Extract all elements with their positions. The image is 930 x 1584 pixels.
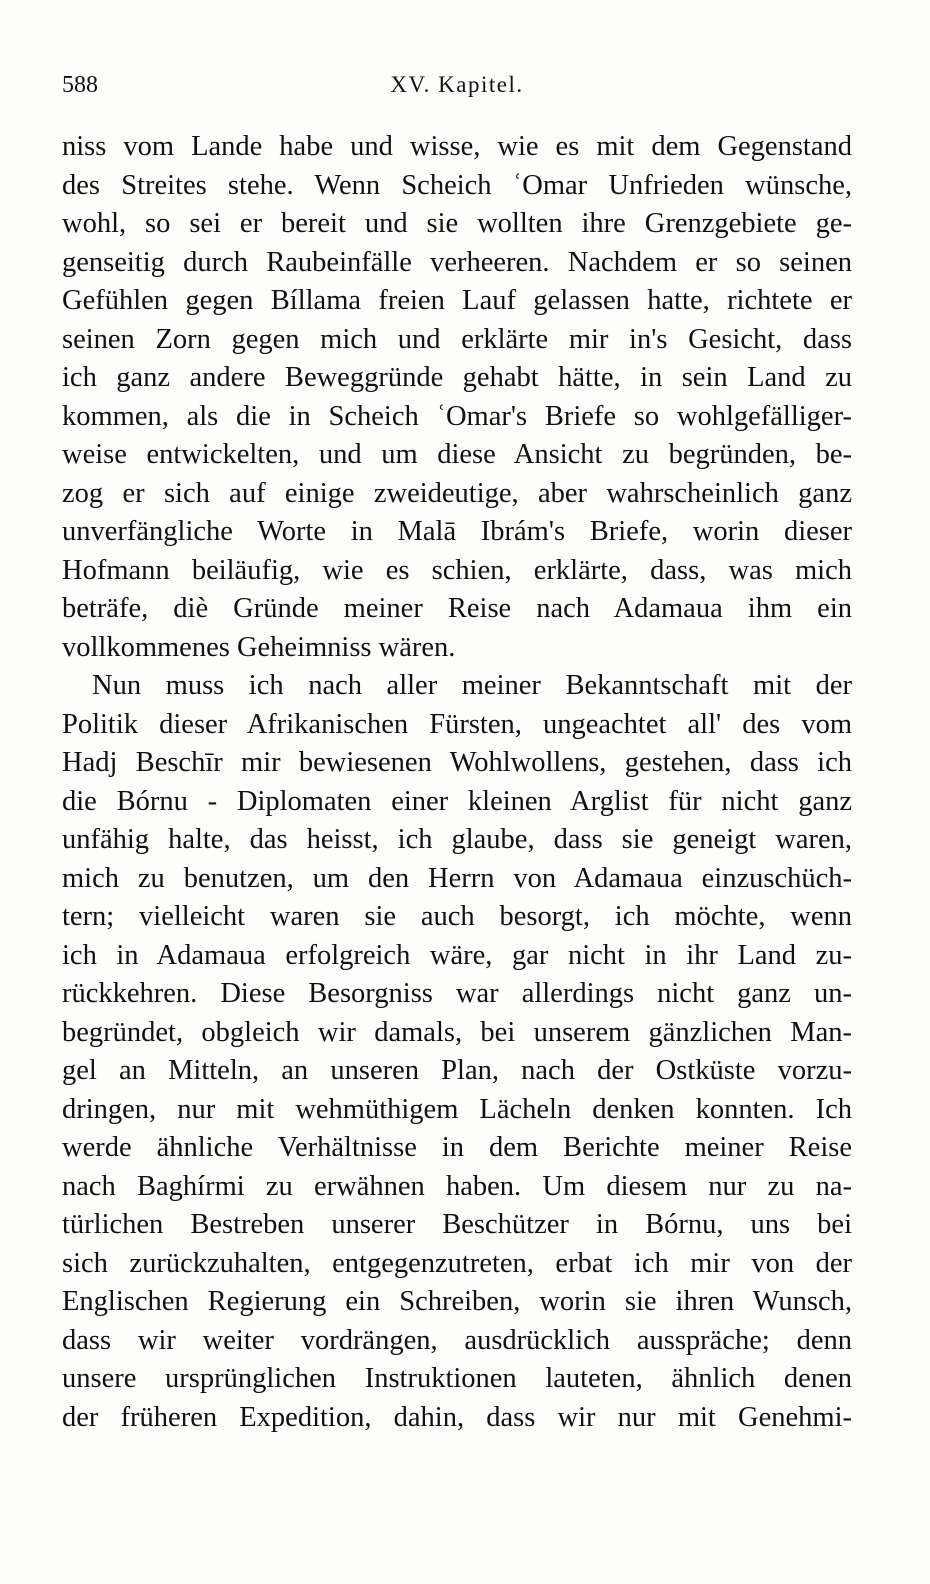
text-line: die Bórnu - Diplomaten einer kleinen Arglist für nicht ganz	[62, 785, 852, 817]
text-line: gel an Mitteln, an unseren Plan, nach der Ostküste vorzu-	[62, 1055, 852, 1086]
text-line: beträfe, diè Gründe meiner Reise nach Adamaua ihm ein	[62, 593, 852, 624]
text-line: Hadj Beschīr mir bewiesenen Wohlwollens, gestehen, dass ich	[62, 747, 852, 778]
text-line: dass wir weiter vordrängen, ausdrücklich ausspräche; denn	[62, 1324, 852, 1356]
text-line: kommen, als die in Scheich ʿOmar's Briefe so wohlgefälliger-	[62, 400, 852, 432]
text-line: unsere ursprünglichen Instruktionen lauteten, ähnlich denen	[62, 1363, 852, 1394]
text-line: tern; vielleicht waren sie auch besorgt, ich möchte, wenn	[62, 901, 852, 932]
text-line: unfähig halte, das heisst, ich glaube, dass sie geneigt waren,	[62, 824, 852, 855]
text-line: dringen, nur mit wehmüthigem Lächeln denken konnten. Ich	[62, 1093, 852, 1125]
text-line: wohl, so sei er bereit und sie wollten ihre Grenzgebiete ge-	[62, 208, 852, 239]
text-line: der früheren Expedition, dahin, dass wir nur mit Genehmi-	[62, 1401, 852, 1433]
text-line: ich in Adamaua erfolgreich wäre, gar nicht in ihr Land zu-	[62, 939, 852, 971]
text-line: niss vom Lande habe und wisse, wie es mit dem Gegenstand	[62, 131, 852, 162]
text-line: weise entwickelten, und um diese Ansicht zu begründen, be-	[62, 439, 852, 470]
page-number: 588	[62, 72, 98, 98]
text-line: ich ganz andere Beweggründe gehabt hätte, in sein Land zu	[62, 362, 852, 393]
paragraph-end-line: vollkommenes Geheimniss wären.	[62, 631, 456, 663]
text-line: des Streites stehe. Wenn Scheich ʿOmar Unfrieden wünsche,	[62, 169, 852, 201]
text-line: zog er sich auf einige zweideutige, aber wahrscheinlich ganz	[62, 477, 852, 509]
running-head: XV. Kapitel.	[390, 72, 524, 97]
text-line: Politik dieser Afrikanischen Fürsten, ungeachtet all' des vom	[62, 708, 852, 740]
text-line: mich zu benutzen, um den Herrn von Adamaua einzuschüch-	[62, 862, 852, 894]
text-line: nach Baghírmi zu erwähnen haben. Um diesem nur zu na-	[62, 1170, 852, 1202]
text-line: begründet, obgleich wir damals, bei unserem gänzlichen Man-	[62, 1016, 852, 1048]
text-line: Hofmann beiläufig, wie es schien, erklärte, dass, was mich	[62, 554, 852, 586]
text-line: seinen Zorn gegen mich und erklärte mir in's Gesicht, dass	[62, 323, 852, 355]
text-line: genseitig durch Raubeinfälle verheeren. Nachdem er so seinen	[62, 246, 852, 278]
text-line: rückkehren. Diese Besorgniss war allerdings nicht ganz un-	[62, 978, 852, 1009]
text-line: unverfängliche Worte in Malā Ibrám's Briefe, worin dieser	[62, 516, 852, 547]
text-line: sich zurückzuhalten, entgegenzutreten, erbat ich mir von der	[62, 1247, 852, 1279]
text-line: werde ähnliche Verhältnisse in dem Berichte meiner Reise	[62, 1132, 852, 1163]
page-header	[62, 72, 852, 108]
text-line: türlichen Bestreben unserer Beschützer in Bórnu, uns bei	[62, 1209, 852, 1240]
text-line: Englischen Regierung ein Schreiben, worin sie ihren Wunsch,	[62, 1286, 852, 1317]
text-line: Gefühlen gegen Bíllama freien Lauf gelassen hatte, richtete er	[62, 285, 852, 316]
paragraph-start-line: Nun muss ich nach aller meiner Bekanntschaft mit der	[92, 670, 852, 701]
body-text	[62, 128, 852, 1437]
